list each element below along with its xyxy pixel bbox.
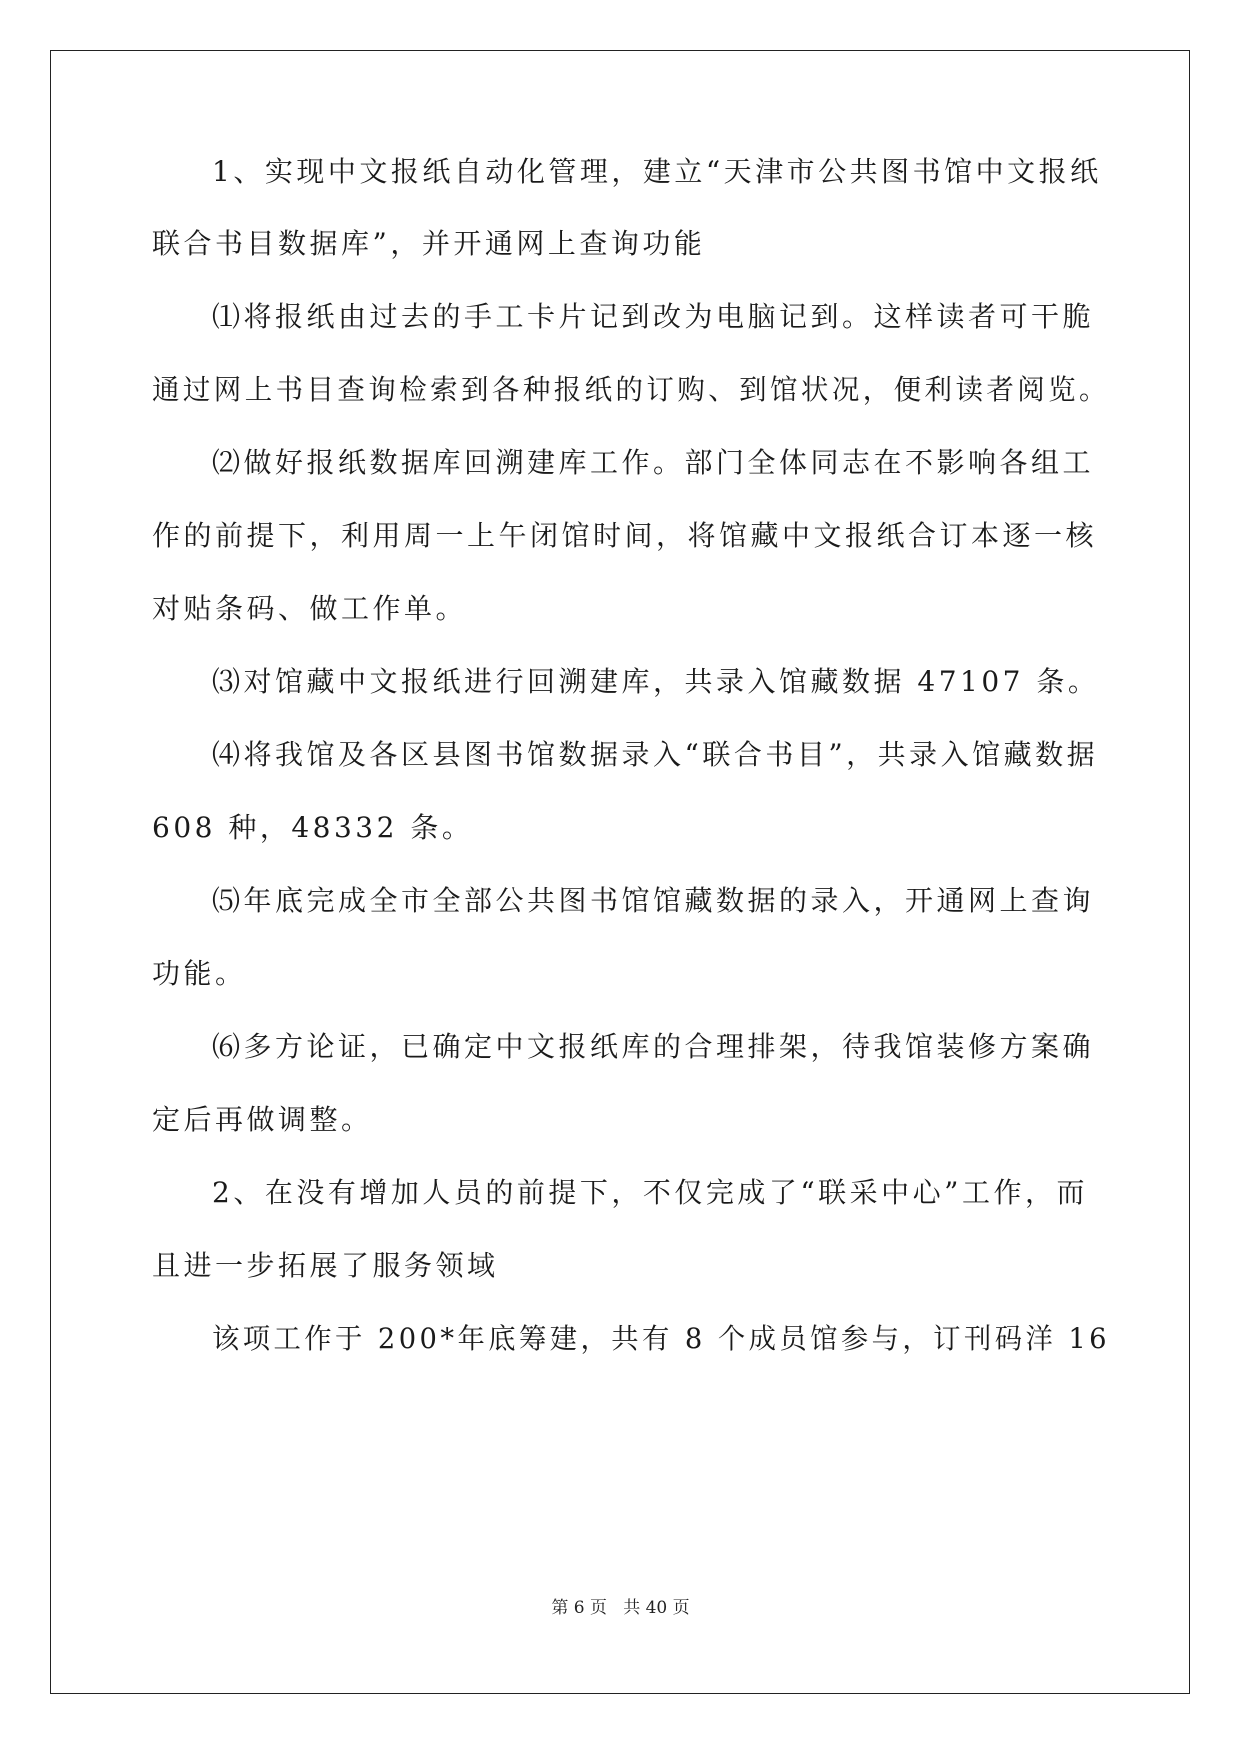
paragraph-line: ⑸年底完成全市全部公共图书馆馆藏数据的录入，开通网上查询 xyxy=(212,884,1095,917)
paragraph-line: 作的前提下，利用周一上午闭馆时间，将馆藏中文报纸合订本逐一核 xyxy=(152,519,1098,552)
page-number-footer: 第 6 页 共 40 页 xyxy=(551,1598,690,1618)
paragraph-line: 2、在没有增加人员的前提下，不仅完成了“联采中心”工作，而 xyxy=(212,1176,1088,1209)
paragraph-line: 通过网上书目查询检索到各种报纸的订购、到馆状况，便利读者阅览。 xyxy=(152,373,1110,406)
paragraph-line: 该项工作于 200*年底筹建，共有 8 个成员馆参与，订刊码洋 16 xyxy=(212,1322,1110,1355)
paragraph-line: ⑵做好报纸数据库回溯建库工作。部门全体同志在不影响各组工 xyxy=(212,446,1095,479)
paragraph-line: ⑶对馆藏中文报纸进行回溯建库，共录入馆藏数据 47107 条。 xyxy=(212,665,1100,698)
page-border xyxy=(50,50,1190,1694)
paragraph-line: ⑷将我馆及各区县图书馆数据录入“联合书目”，共录入馆藏数据 xyxy=(212,738,1099,771)
paragraph-line: 608 种，48332 条。 xyxy=(152,811,474,844)
paragraph-line: 定后再做调整。 xyxy=(152,1103,373,1136)
paragraph-line: 且进一步拓展了服务领域 xyxy=(152,1249,499,1282)
paragraph-line: ⑴将报纸由过去的手工卡片记到改为电脑记到。这样读者可干脆 xyxy=(212,300,1095,333)
paragraph-line: 联合书目数据库”，并开通网上查询功能 xyxy=(152,227,706,260)
paragraph-line: 对贴条码、做工作单。 xyxy=(152,592,468,625)
paragraph-line: ⑹多方论证，已确定中文报纸库的合理排架，待我馆装修方案确 xyxy=(212,1030,1095,1063)
paragraph-line: 功能。 xyxy=(152,957,247,990)
paragraph-line: 1、实现中文报纸自动化管理，建立“天津市公共图书馆中文报纸 xyxy=(212,155,1102,188)
